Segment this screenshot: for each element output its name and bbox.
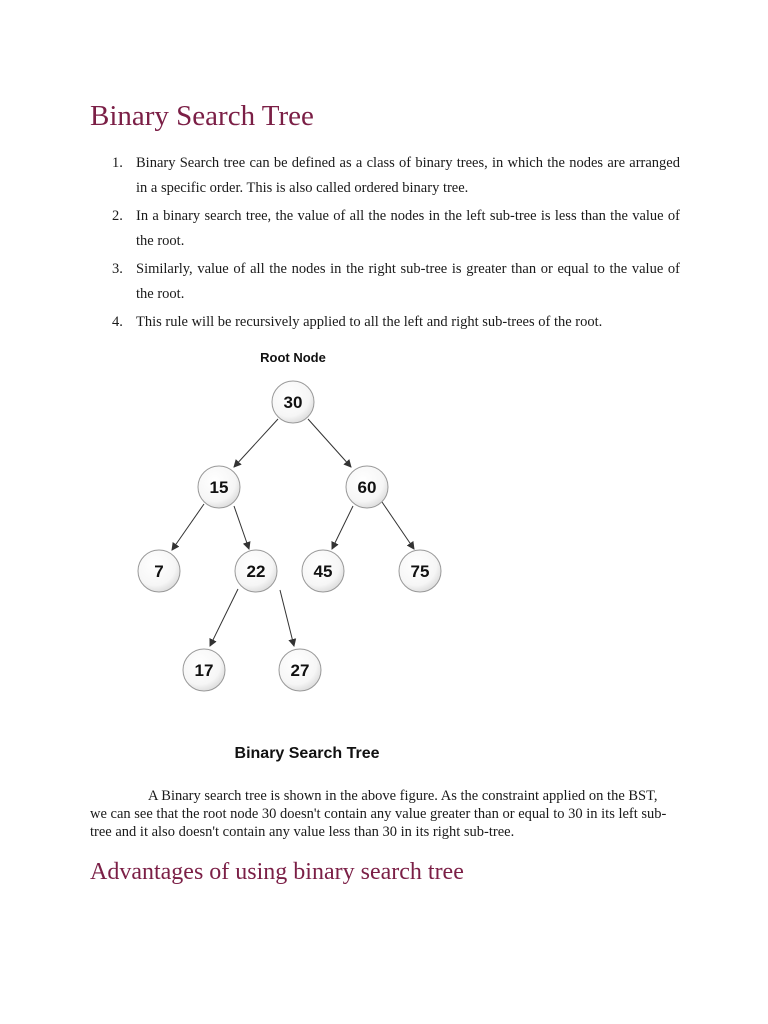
edge-15-7 <box>172 504 204 550</box>
node-value: 7 <box>154 562 164 581</box>
tree-node-17 <box>183 649 225 691</box>
tree-node-60 <box>346 466 388 508</box>
edge-22-17 <box>210 589 238 646</box>
tree-node-45 <box>302 550 344 592</box>
node-value: 30 <box>283 393 303 412</box>
list-item-text: Similarly, value of all the nodes in the right sub-tree is greater than or equal to the value of the root. <box>136 261 680 302</box>
node-value: 15 <box>209 478 229 497</box>
edge-60-75 <box>382 502 414 549</box>
description-paragraph: A Binary search tree is shown in the above figure. As the constraint applied on the BST, we can see that the root node 30 doesn't contain any value greater than or equal to 30 in its left sub-tree and it also doesn't contain any value less than 30 in its right sub-tree. <box>90 788 667 840</box>
edge-60-45 <box>332 506 353 549</box>
tree-node-7 <box>138 550 180 592</box>
edge-15-22 <box>234 506 249 549</box>
list-item-text: In a binary search tree, the value of all the nodes in the left sub-tree is less than the value of the root. <box>136 208 680 249</box>
list-number: 3. <box>112 261 123 277</box>
list-number: 2. <box>112 208 123 224</box>
bst-properties-list <box>90 151 680 338</box>
root-node-label: Root Node <box>260 350 326 365</box>
node-value: 22 <box>246 562 266 581</box>
diagram-caption: Binary Search Tree <box>234 745 380 762</box>
list-item <box>90 257 680 307</box>
tree-node-30 <box>272 381 314 423</box>
node-value: 60 <box>357 478 377 497</box>
tree-node-75 <box>399 550 441 592</box>
list-item <box>90 310 680 335</box>
list-item <box>90 151 680 201</box>
edge-30-60 <box>308 419 351 467</box>
page-title: Binary Search Tree <box>90 100 314 132</box>
section-heading: Advantages of using binary search tree <box>90 859 464 885</box>
list-number: 1. <box>112 155 123 171</box>
tree-edges <box>172 419 414 646</box>
edge-30-15 <box>234 419 278 467</box>
list-item <box>90 204 680 254</box>
node-value: 75 <box>410 562 430 581</box>
list-item-text: Binary Search tree can be defined as a class of binary trees, in which the nodes are arranged in a specific order. This is also called ordered binary tree. <box>136 155 680 196</box>
tree-node-22 <box>235 550 277 592</box>
node-value: 17 <box>194 661 214 680</box>
bst-diagram <box>120 340 480 780</box>
list-item-text: This rule will be recursively applied to all the left and right sub-trees of the root. <box>136 314 603 330</box>
node-value: 45 <box>313 562 333 581</box>
tree-node-15 <box>198 466 240 508</box>
edge-22-27 <box>280 590 294 646</box>
node-value: 27 <box>290 661 310 680</box>
tree-node-27 <box>279 649 321 691</box>
list-number: 4. <box>112 314 123 330</box>
